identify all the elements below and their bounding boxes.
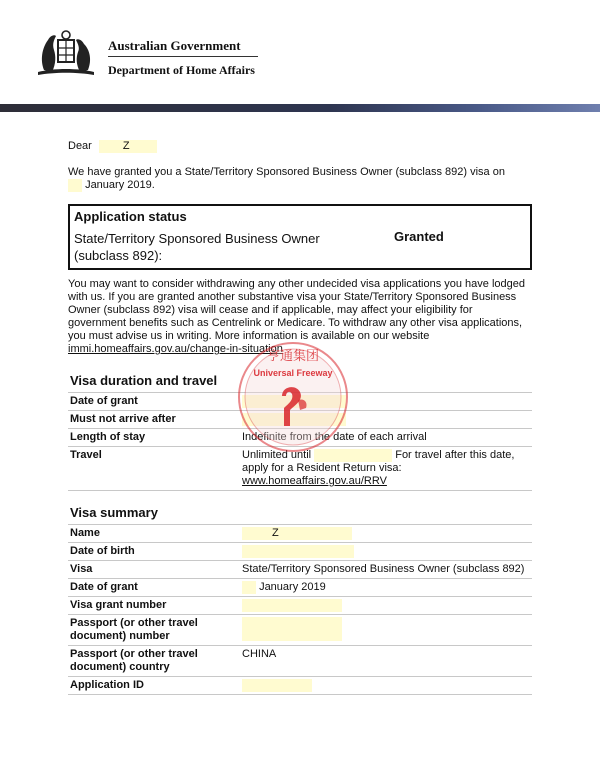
- change-in-situation-link[interactable]: immi.homeaffairs.gov.au/change-in-situation: [68, 343, 283, 355]
- row-value: [240, 543, 532, 561]
- department-name: Department of Home Affairs: [108, 63, 255, 77]
- row-label: Passport (or other travel document) country: [68, 646, 240, 677]
- row-value: State/Territory Sponsored Business Owner (subclass 892): [240, 561, 532, 579]
- row-label: Name: [68, 525, 240, 543]
- row-label: Visa: [68, 561, 240, 579]
- row-label: Must not arrive after: [68, 411, 240, 429]
- row-value: [240, 615, 532, 646]
- company-seal-stamp: [234, 338, 352, 456]
- table-row: [68, 677, 532, 695]
- row-label: Travel: [68, 447, 240, 491]
- grant-statement: We have granted you a State/Territory Sponsored Business Owner (subclass 892) visa on January 2019.: [68, 166, 505, 191]
- row-value: Unlimited until For travel after this date, apply for a Resident Return visa: www.homeaffairs.gov.au/RRV: [240, 447, 532, 491]
- table-row: [68, 525, 532, 543]
- grant-date: January 2019.: [85, 179, 155, 191]
- coat-of-arms-icon: [34, 26, 98, 78]
- table-row: [68, 615, 532, 646]
- summary-section-title: Visa summary: [70, 505, 158, 520]
- table-row: [68, 597, 532, 615]
- row-label: Application ID: [68, 677, 240, 695]
- table-row: [68, 543, 532, 561]
- row-label: Length of stay: [68, 429, 240, 447]
- application-status-value: Granted: [394, 229, 444, 244]
- row-value: Indefinite from the date of each arrival: [240, 429, 532, 447]
- row-label: Date of grant: [68, 393, 240, 411]
- header-banner: [0, 104, 600, 112]
- row-label: Date of birth: [68, 543, 240, 561]
- application-status-title: Application status: [74, 209, 187, 224]
- summary-table: [68, 524, 532, 695]
- government-name: Australian Government: [108, 38, 241, 53]
- withdrawal-notice: You may want to consider withdrawing any other undecided visa applications you have lodged with us. If you are granted another substantive visa your State/Territory Sponsored Business Owner (subclass 892) visa will cease and if applicable, may affect your eligibility for government benefits such as Centrelink or Medicare. To withdraw any other visa applications, you must advise us in writing. More information is available on our website immi.homeaffairs.gov.au/change-in-situation: [68, 278, 525, 355]
- header-divider: [108, 56, 258, 57]
- row-value: CHINA: [240, 646, 532, 677]
- row-value: Z: [240, 525, 532, 543]
- salutation: [68, 140, 157, 153]
- table-row: [68, 646, 532, 677]
- application-status-box: [68, 204, 532, 270]
- row-value: [240, 597, 532, 615]
- row-value: [240, 677, 532, 695]
- table-row: [68, 561, 532, 579]
- recipient-name: Z: [99, 140, 157, 153]
- grant-day-redacted: [68, 179, 82, 192]
- duration-section-title: Visa duration and travel: [70, 373, 218, 388]
- table-row: [68, 579, 532, 597]
- row-label: Visa grant number: [68, 597, 240, 615]
- row-label: Date of grant: [68, 579, 240, 597]
- seal-english-text: Universal Freeway: [253, 368, 333, 378]
- row-value: January 2019: [240, 579, 532, 597]
- salutation-word: Dear: [68, 140, 92, 152]
- rrv-link[interactable]: www.homeaffairs.gov.au/RRV: [242, 475, 387, 487]
- seal-chinese-text: 亨通集团: [266, 349, 320, 364]
- row-label: Passport (or other travel document) number: [68, 615, 240, 646]
- application-status-visa: State/Territory Sponsored Business Owner (subclass 892):: [74, 231, 320, 263]
